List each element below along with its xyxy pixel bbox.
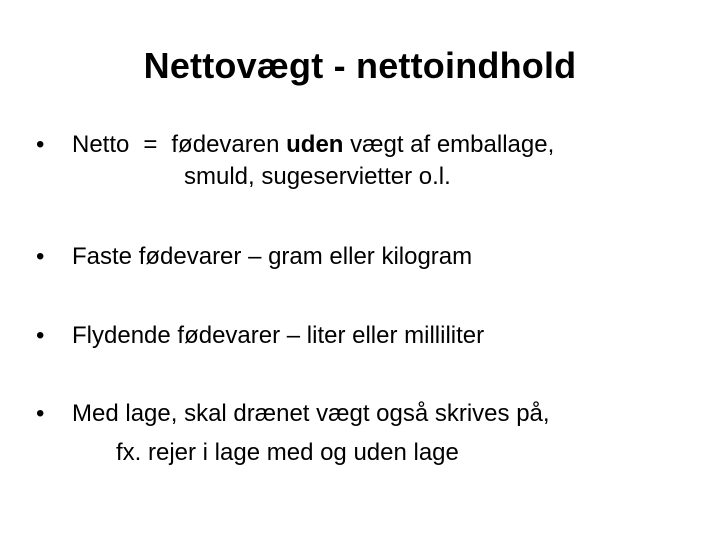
definition-emphasis: uden: [286, 131, 344, 158]
bullet-dot: •: [36, 131, 45, 158]
bullet-text: Med lage, skal drænet vægt også skrives på,: [72, 400, 550, 427]
bullet-dot: •: [36, 322, 45, 349]
netto-term: Netto: [72, 131, 130, 158]
bullet-dot: •: [36, 400, 45, 427]
bullet-text: Faste fødevarer – gram eller kilogram: [72, 243, 473, 270]
bullet-text: Flydende fødevarer – liter eller milliliter: [72, 322, 485, 349]
bullet-drained-weight-continuation: fx. rejer i lage med og uden lage: [116, 439, 459, 466]
equals-sign: =: [143, 131, 158, 158]
definition-post: vægt af emballage,: [350, 131, 555, 158]
bullet-text: [72, 130, 554, 160]
bullet-dot: •: [36, 243, 45, 270]
bullet-netto-continuation: smuld, sugeservietter o.l.: [184, 163, 451, 190]
definition-pre: fødevaren: [171, 131, 280, 158]
slide-title: Nettovægt - nettoindhold: [143, 45, 577, 86]
